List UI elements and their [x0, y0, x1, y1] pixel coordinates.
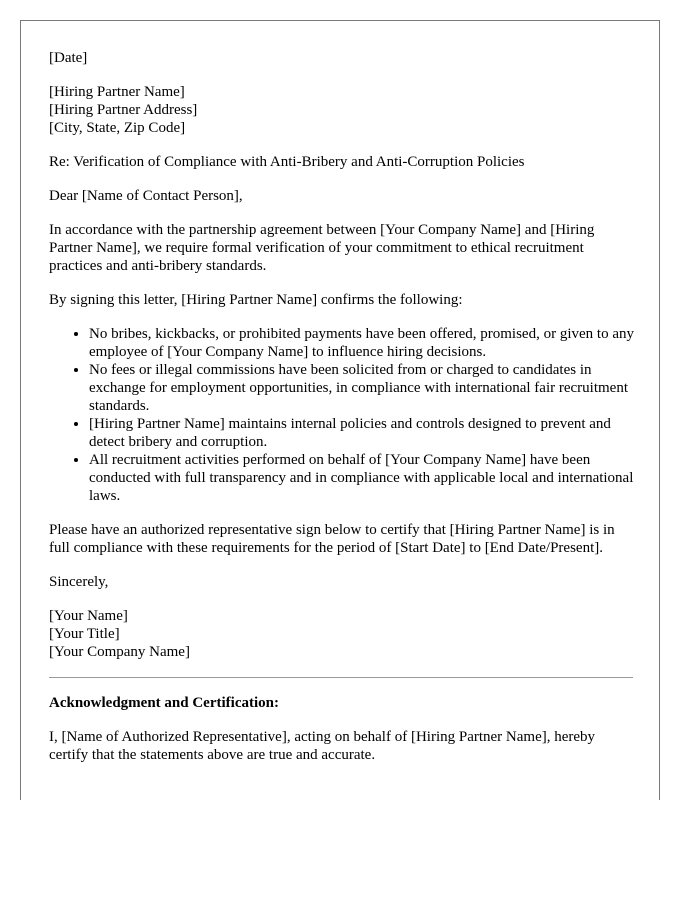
closing: Sincerely,: [49, 574, 109, 590]
sender-title: [Your Title]: [49, 626, 120, 642]
subject-line: Re: Verification of Compliance with Anti-Bribery and Anti-Corruption Policies: [49, 154, 525, 170]
recipient-address: [Hiring Partner Address]: [49, 102, 198, 118]
sender-company: [Your Company Name]: [49, 644, 190, 660]
confirmation-list: [49, 325, 635, 505]
recipient-name: [Hiring Partner Name]: [49, 84, 185, 100]
request-paragraph: Please have an authorized representative sign below to certify that [Hiring Partner Name] is in full compliance with these requirements for the period of [Start Date] to [End Date/Present].: [49, 522, 615, 556]
section-divider: [49, 677, 633, 678]
acknowledgment-statement: I, [Name of Authorized Representative], acting on behalf of [Hiring Partner Name], hereby certify that the statements above are true and accurate.: [49, 729, 596, 763]
list-item: • No bribes, kickbacks, or prohibited payments have been offered, promised, or given to any employee of [Your Company Name] to influence hiring decisions.: [89, 325, 635, 361]
confirm-lead: By signing this letter, [Hiring Partner Name] confirms the following:: [49, 292, 463, 308]
sender-block: [49, 607, 635, 661]
acknowledgment-heading: Acknowledgment and Certification:: [49, 695, 279, 711]
salutation: Dear [Name of Contact Person],: [49, 188, 243, 204]
recipient-city-state-zip: [City, State, Zip Code]: [49, 120, 186, 136]
letter-date: [Date]: [49, 50, 88, 66]
list-item: • All recruitment activities performed on behalf of [Your Company Name] have been conducted with full transparency and in compliance with applicable local and international laws.: [89, 451, 635, 505]
intro-paragraph: In accordance with the partnership agreement between [Your Company Name] and [Hiring Partner Name], we require formal verification of your commitment to ethical recruitment practices and anti-bribery standards.: [49, 222, 595, 274]
list-item: • No fees or illegal commissions have been solicited from or charged to candidates in exchange for employment opportunities, in compliance with international fair recruitment standards.: [89, 361, 635, 415]
recipient-block: [49, 83, 635, 137]
list-item: • [Hiring Partner Name] maintains internal policies and controls designed to prevent and detect bribery and corruption.: [89, 415, 635, 451]
letter-content: [49, 49, 635, 780]
letter-page: [20, 20, 660, 800]
sender-name: [Your Name]: [49, 608, 128, 624]
